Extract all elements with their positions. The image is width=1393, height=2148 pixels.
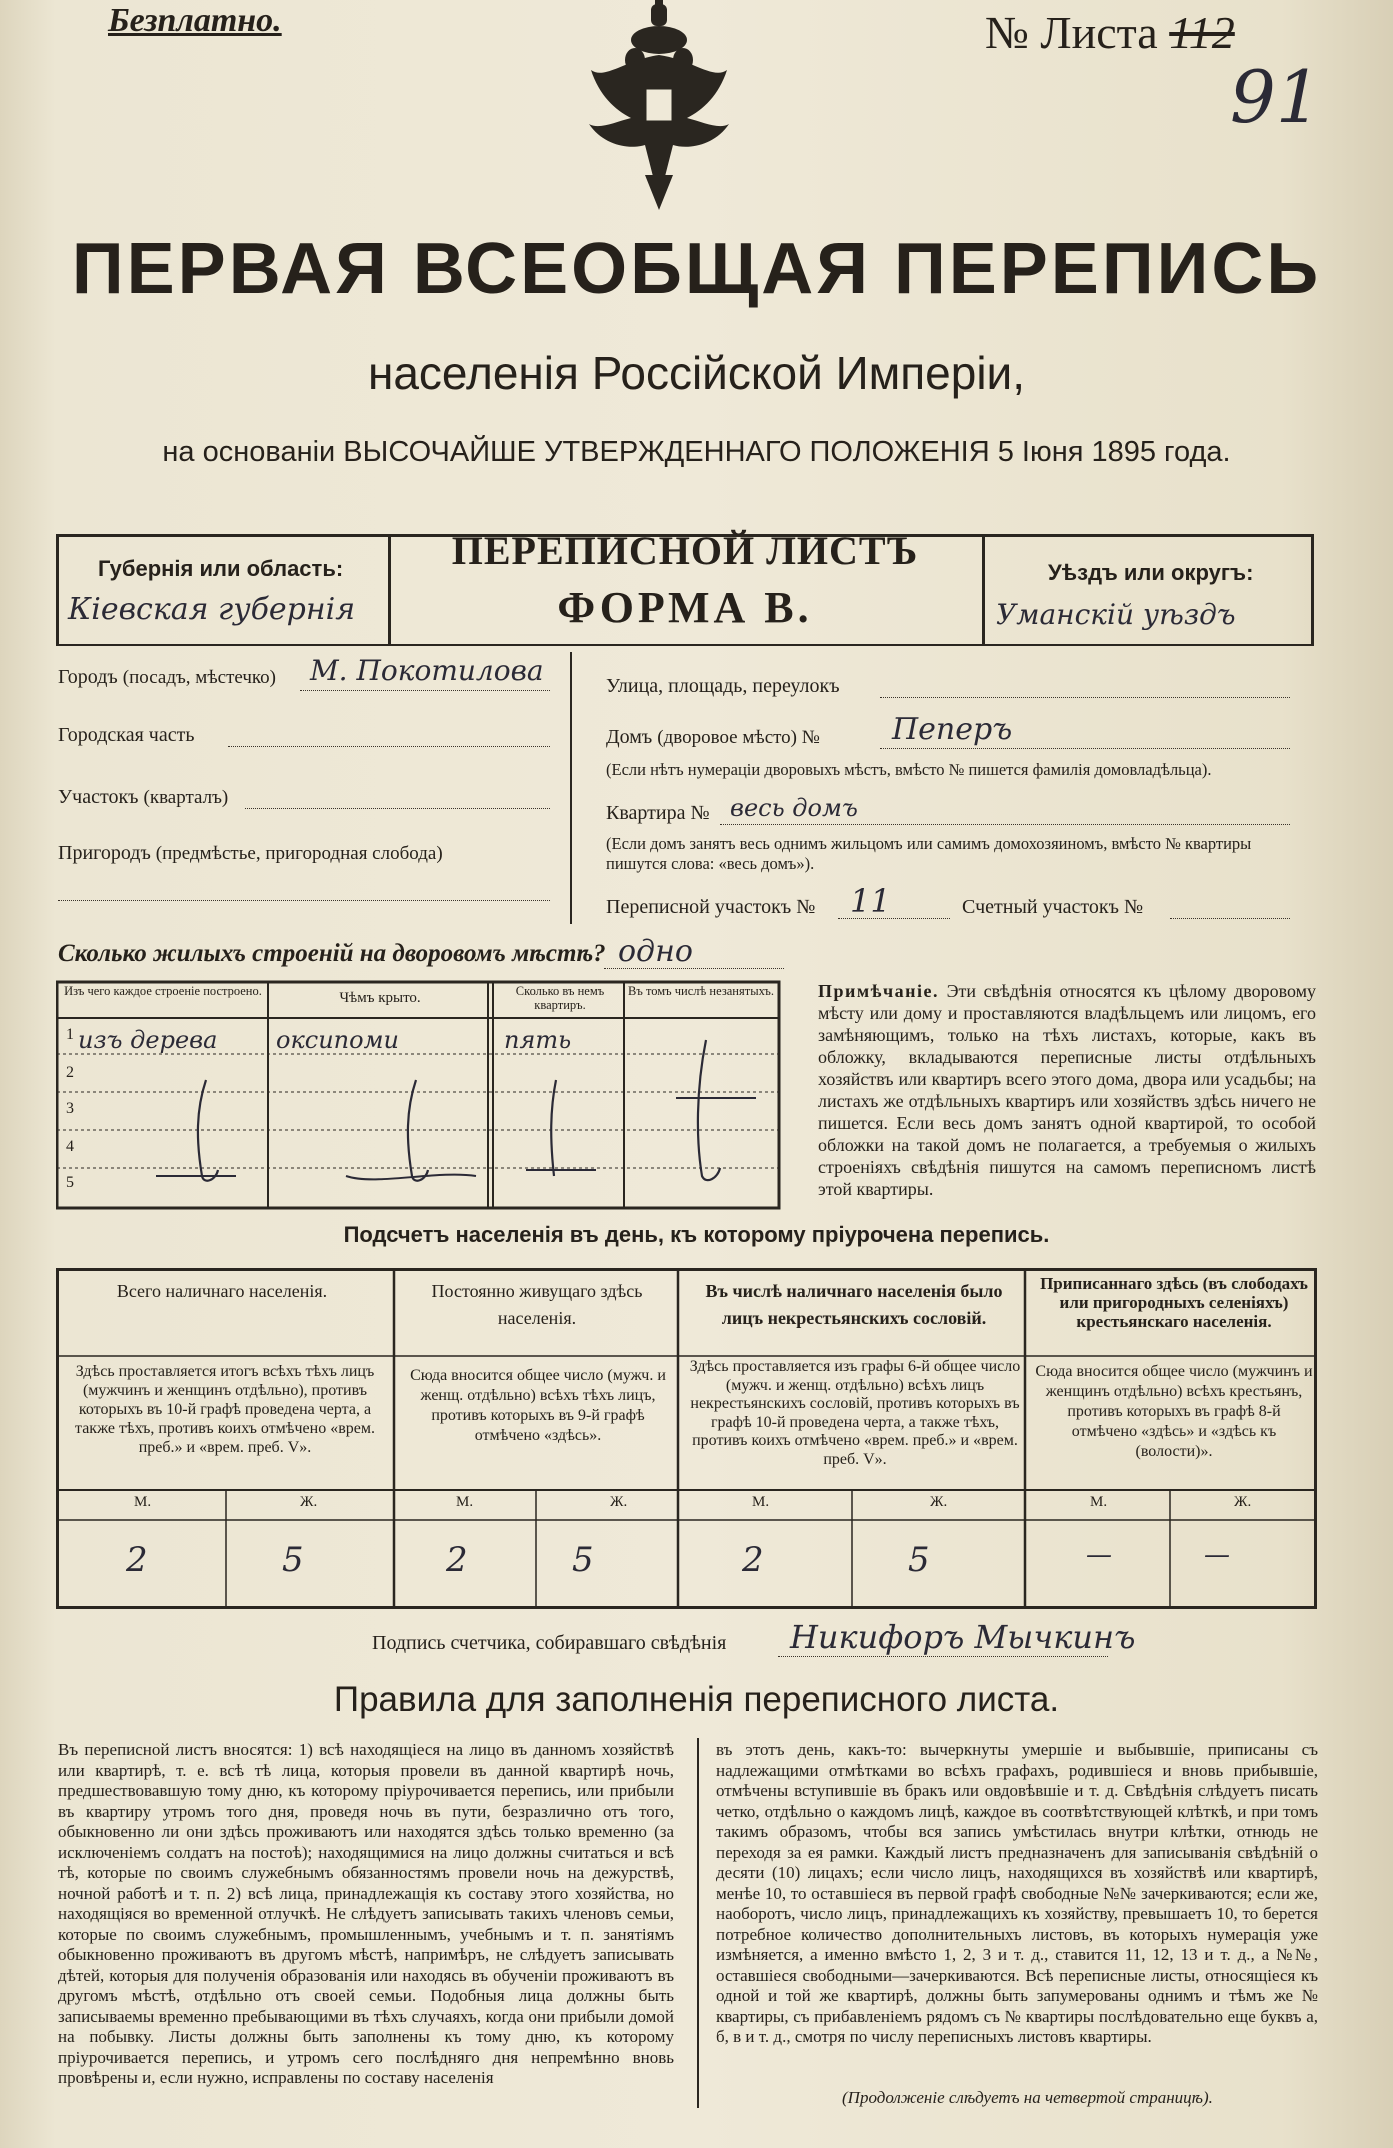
count-district-label: Счетный участокъ №: [962, 896, 1144, 918]
divider: [56, 534, 59, 644]
total-female-value: 5: [282, 1540, 304, 1580]
signature-label: Подпись счетчика, собиравшаго свѣдѣнія: [372, 1632, 727, 1654]
sheet-number-label: № Листа 112: [985, 7, 1235, 58]
rules-right-text: въ этотъ день, какъ-то: вычеркнуты умершіе и выбывшіе, приписаны съ надлежащими отмѣтками во всѣхъ графахъ, родившіеся и вновь прибывшіе, отмѣчены вступившіе въ бракъ или овдовѣвшіе и т. д. Свѣдѣнія слѣдуетъ писать четко, отдѣльно о каждомъ лицѣ, каждое въ соотвѣтствующей клѣткѣ, и при томъ такимъ образомъ, чтобы вся запись умѣстилась внутри клѣтки, отнюдь не переходя за ея рамки. Каждый листъ предназначенъ для записыванія свѣдѣній о десяти (10) лицахъ; если число лицъ, находящихся въ хозяйствѣ или квартирѣ, менѣе 10, то оставшіеся въ первой графѣ свободные №№ зачеркиваются; если же, наоборотъ, число лицъ, принадлежащихъ къ хозяйству, превышаетъ 10, то берется потребное количество дополнительныхъ листовъ, въ которыхъ нумерація уже измѣняется, а именно вмѣсто 1, 2, 3 и т. д., ставится 11, 12, 13 и т. д., а №№, оставшіеся свободными—зачеркиваются. Всѣ переписные листы, относящіеся къ одной и той же квартирѣ, должны быть запумерованы однимъ и тѣмъ же № квартиры, съ прибавленіемъ рядомъ съ № квартиры послѣдовательно еще буквъ а, б, в и т. д., смотря по числу переписныхъ листовъ квартиры.: [716, 1740, 1318, 2046]
census-district-value: 11: [850, 882, 891, 920]
resident-male-value: 2: [446, 1540, 468, 1580]
row1-roof: оксипоми: [276, 1026, 399, 1054]
province-value: Кіевская губернія: [68, 592, 356, 627]
city-value: М. Покотилова: [310, 654, 544, 687]
buildings-table: [56, 980, 781, 1210]
page-title: ПЕРВАЯ ВСЕОБЩАЯ ПЕРЕПИСЬ: [71, 229, 1322, 309]
row1-apartments: пять: [504, 1026, 572, 1054]
row-number: 3: [66, 1100, 74, 1117]
row-number: 4: [66, 1138, 74, 1155]
count-col4-desc: Сюда вносится общее число (мужчинъ и женщинъ отдѣльно) всѣхъ крестьянъ, противъ которыхъ въ графѣ 8-й отмѣчено «здѣсь» и «здѣсь къ (волости)».: [1035, 1363, 1313, 1460]
female-label: Ж.: [1234, 1494, 1252, 1510]
col-material-header: Изъ чего каждое строеніе построено.: [64, 984, 262, 998]
apt-line: [720, 824, 1290, 825]
house-hint: (Если нѣтъ нумераціи дворовыхъ мѣстъ, вмѣсто № пишется фамилія домовладѣльца).: [606, 760, 1212, 779]
city-line: [300, 690, 550, 691]
female-label: Ж.: [300, 1494, 318, 1510]
form-title: ПЕРЕПИСНОЙ ЛИСТЪ: [451, 528, 919, 573]
row-number: 1: [66, 1026, 74, 1043]
divider: [1311, 534, 1314, 644]
peasant-male-value: —: [1086, 1540, 1112, 1570]
row-number: 2: [66, 1064, 74, 1081]
female-label: Ж.: [930, 1494, 948, 1510]
total-male-value: 2: [126, 1540, 148, 1580]
house-value: Пеперъ: [892, 712, 1013, 747]
decree-basis: на основаніи ВЫСОЧАЙШЕ УТВЕРЖДЕННАГО ПОЛОЖЕНІЯ 5 Іюня 1895 года.: [162, 436, 1231, 468]
house-line: [880, 748, 1290, 749]
census-line: [838, 918, 950, 919]
suburb-field: Пригородъ (предмѣстье, пригородная слобода): [58, 842, 443, 864]
form-code: ФОРМА В.: [557, 583, 813, 632]
apt-value: весь домъ: [730, 794, 858, 822]
ward-field: Участокъ (кварталъ): [58, 786, 229, 808]
district-label: Уѣздъ или округъ:: [1048, 560, 1254, 585]
col-roof-header: Чѣмъ крыто.: [339, 990, 421, 1006]
apt-label: Квартира №: [606, 802, 710, 824]
sheet-number-crossed: 112: [1169, 7, 1235, 58]
buildings-answer: одно: [618, 934, 693, 969]
nonpeasant-female-value: 5: [908, 1540, 930, 1580]
count-col3-desc: Здѣсь проставляется изъ графы 6-й общее число (мужч. и женщ. отдѣльно) всѣхъ лицъ некрестьянскихъ сословій, противъ которыхъ въ графѣ 10-й проведена черта, а также тѣхъ, противъ коихъ отмѣчено «врем. преб.» и «врем. преб. V».: [689, 1358, 1021, 1468]
resident-female-value: 5: [572, 1540, 594, 1580]
count-col2-desc: Сюда вносится общее число (мужч. и женщ. отдѣльно) всѣхъ тѣхъ лицъ, противъ которыхъ въ 9-й графѣ отмѣчено «здѣсь».: [410, 1367, 666, 1444]
female-label: Ж.: [610, 1494, 628, 1510]
census-district-label: Переписной участокъ №: [606, 896, 816, 918]
col-vacant-header: Въ томъ числѣ незанятыхъ.: [628, 984, 774, 998]
male-label: М.: [752, 1494, 770, 1510]
house-field: Домъ (дворовое мѣсто) №: [606, 726, 820, 748]
count-col3-head: Въ числѣ наличнаго населенія было лицъ некрестьянскихъ сословій.: [705, 1281, 1003, 1328]
signature-line: [778, 1656, 1108, 1657]
nonpeasant-male-value: 2: [742, 1540, 764, 1580]
count-title: Подсчетъ населенія въ день, къ которому пріурочена перепись.: [343, 1222, 1050, 1247]
col-apartments-header: Сколько въ немъ квартиръ.: [515, 984, 605, 1012]
male-label: М.: [134, 1494, 152, 1510]
peasant-female-value: —: [1204, 1540, 1230, 1570]
rules-title: Правила для заполненія переписного листа.: [333, 1680, 1060, 1719]
rules-left-text: Въ переписной листъ вносятся: 1) всѣ находящіеся на лицо въ данномъ хозяйствѣ или квартирѣ, т. е. всѣ тѣ лица, которыя провели въ данной квартирѣ ночь, предшествовавшую тому дню, къ которому пріурочивается перепись, или прибыли въ квартиру утромъ того дня, проведя ночь въ пути, безразлично отъ того, обыкновенно ли они здѣсь проживаютъ или находятся здѣсь только временно (за исключеніемъ солдатъ на постоѣ); находящимися на лицо должны считаться и всѣ тѣ, которые по своимъ служебнымъ обязанностямъ провели ночь на дежурствѣ, ночной работѣ и т. п. 2) всѣ лица, принадлежащія къ составу этого хозяйства, но находящіяся во временной отлучкѣ. Не слѣдуетъ записывать такихъ членовъ семьи, которые по своимъ служебнымъ, промышленнымъ, учебнымъ и т. п. занятіямъ обыкновенно проживаютъ въ другомъ мѣстѣ, напримѣръ, не слѣдуетъ записывать дѣтей, которыя для полученія образованія или находясь въ обученіи проживаютъ въ другомъ мѣстѣ, отдѣльно отъ своей семьи. Подобныя лица должны быть записываемы временно пребывающими въ тѣхъ случаяхъ, когда они прибыли домой на побывку. Листы должны быть заполнены къ тому дню, къ которому пріурочивается перепись, и утромъ сего послѣдняго дня непремѣнно вновь провѣрены и, если нужно, исправлены по составу населенія: [58, 1740, 674, 2087]
province-label: Губернія или область:: [98, 556, 344, 581]
imperial-eagle-icon: [585, 0, 733, 215]
count-col1-desc: Здѣсь проставляется итогъ всѣхъ тѣхъ лицъ (мужчинъ и женщинъ отдѣльно), противъ которыхъ въ 10-й графѣ проведена черта, а также тѣхъ, противъ коихъ отмѣчено «врем. преб.» и «врем. преб. V».: [75, 1363, 375, 1456]
ward-line: [245, 808, 550, 809]
free-label: Безплатно.: [108, 2, 282, 39]
count-line: [1170, 918, 1290, 919]
signature-value: Никифоръ Мычкинъ: [790, 1618, 1136, 1656]
male-label: М.: [456, 1494, 474, 1510]
male-label: М.: [1090, 1494, 1108, 1510]
divider: [982, 534, 985, 644]
count-col1-head: Всего наличнаго населенія.: [116, 1281, 328, 1301]
sheet-number-value: 91: [1230, 55, 1322, 139]
part-label: Городская часть: [58, 724, 195, 746]
answer-line: [604, 968, 784, 969]
street-line: [880, 697, 1290, 698]
divider: [570, 652, 572, 924]
buildings-note: Примѣчаніе. Эти свѣдѣнія относятся къ цѣлому дворовому мѣсту или дому и проставляются владѣльцемъ или лицомъ, его замѣняющимъ, только на тѣхъ листахъ, которые, какъ въ обложку, вкладываются переписные листы отдѣльныхъ хозяйствъ или квартиръ всего этого дома, двора или усадьбы; на листахъ же отдѣльныхъ квартиръ или хозяйствъ здѣсь ничего не пишется. Если весь домъ занятъ одной квартирой, то особой обложки на такой домъ не полагается, а требуемыя о жилыхъ строеніяхъ свѣдѣнія пишутся на самомъ переписномъ листѣ этой квартиры.: [818, 981, 1316, 1199]
row1-material: изъ дерева: [78, 1026, 218, 1054]
divider: [56, 644, 1314, 646]
count-col2-head: Постоянно живущаго здѣсь населенія.: [431, 1281, 643, 1328]
apt-hint: (Если домъ занятъ весь однимъ жильцомъ или самимъ домохозяиномъ, вмѣсто № квартиры пишутся слова: «весь домъ»).: [606, 834, 1252, 873]
rules-continuation: (Продолженіе слѣдуетъ на четвертой страницѣ).: [842, 2088, 1213, 2107]
divider: [697, 1738, 699, 2108]
page-subtitle: населенія Россійской Имперіи,: [367, 347, 1026, 399]
buildings-question: Сколько жилыхъ строеній на дворовомъ мѣстѣ?: [58, 940, 606, 967]
part-line: [228, 746, 550, 747]
street-label: Улица, площадь, переулокъ: [606, 675, 840, 697]
city-field: Городъ (посадъ, мѣстечко): [58, 666, 276, 688]
count-col4-head: Приписаннаго здѣсь (въ слободахъ или пригородныхъ селеніяхъ) крестьянскаго населенія.: [1040, 1274, 1308, 1331]
district-value: Уманскій уѣздъ: [996, 598, 1236, 631]
suburb-line: [58, 900, 550, 901]
row-number: 5: [66, 1174, 74, 1191]
